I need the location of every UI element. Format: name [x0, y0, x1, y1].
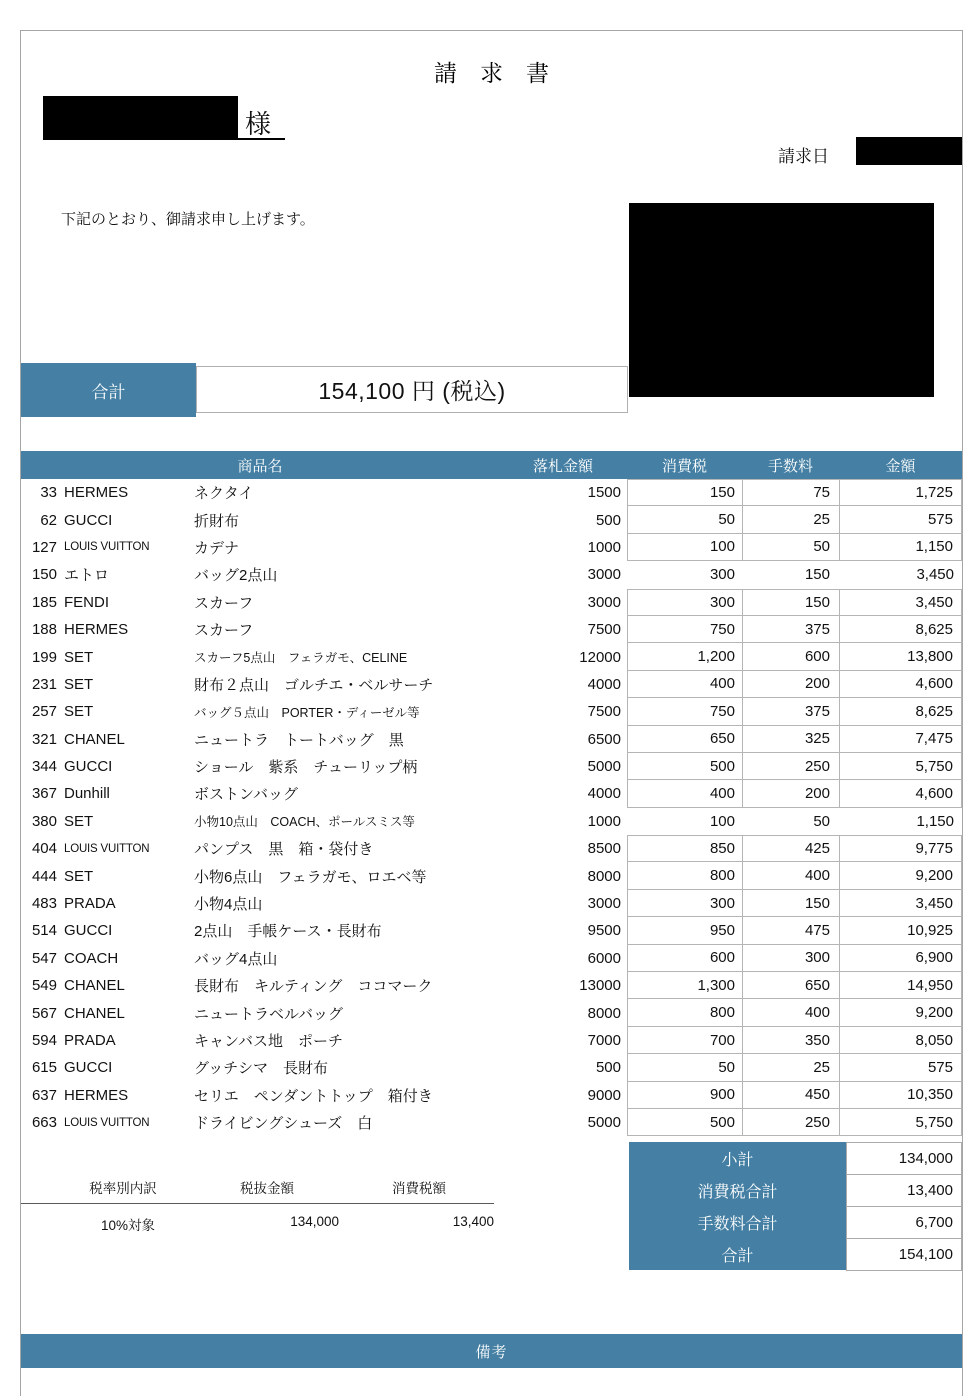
- redacted-billing-date: [856, 137, 962, 165]
- item-brand: CHANEL: [64, 730, 125, 748]
- item-brand: HERMES: [64, 621, 129, 639]
- item-name: ニュートラ トートバッグ 黒: [194, 731, 404, 749]
- item-row: [21, 780, 962, 807]
- item-no: 321: [31, 730, 57, 748]
- item-amount: 6,900: [839, 945, 962, 972]
- tax-col-header-rate: 税率別内訳: [89, 1181, 157, 1196]
- item-bid: 7500: [587, 621, 621, 639]
- billing-date-label: 請求日: [778, 147, 829, 166]
- item-tax: 500: [627, 753, 742, 780]
- item-bid: 1000: [587, 538, 621, 556]
- item-amount: 5,750: [839, 1109, 962, 1136]
- item-name: ネクタイ: [194, 485, 254, 503]
- item-fee: 425: [742, 835, 839, 862]
- item-fee: 450: [742, 1082, 839, 1109]
- items-table: [21, 451, 962, 1136]
- item-row: [21, 945, 962, 972]
- item-brand: GUCCI: [64, 758, 113, 776]
- item-amount: 575: [839, 506, 962, 533]
- item-brand: LOUIS VUITTON: [64, 842, 150, 855]
- item-brand: エトロ: [64, 567, 110, 585]
- item-fee: 400: [742, 862, 839, 889]
- item-amount: 8,050: [839, 1027, 962, 1054]
- summary-row: [629, 1238, 962, 1270]
- item-no: 231: [31, 675, 57, 693]
- item-bid: 13000: [579, 977, 621, 995]
- summary-label: 手数料合計: [629, 1206, 846, 1238]
- item-product-cell: [21, 506, 499, 533]
- item-brand: LOUIS VUITTON: [64, 1116, 150, 1129]
- item-no: 663: [31, 1114, 57, 1132]
- total-banner-label: 合計: [21, 363, 196, 417]
- item-bid: 3000: [587, 895, 621, 913]
- item-row: [21, 561, 962, 588]
- item-brand: Dunhill: [64, 785, 110, 803]
- item-fee: 250: [742, 753, 839, 780]
- item-name: 2点山 手帳ケース・長財布: [194, 923, 382, 941]
- item-name: ボストンバッグ: [194, 786, 298, 804]
- item-product-cell: [21, 862, 499, 889]
- col-header-product: 商品名: [237, 457, 283, 475]
- item-bid: 8000: [587, 1004, 621, 1022]
- item-row: [21, 862, 962, 889]
- item-no: 567: [31, 1004, 57, 1022]
- item-amount: 5,750: [839, 753, 962, 780]
- item-bid: 3000: [587, 593, 621, 611]
- item-row: [21, 671, 962, 698]
- item-row: [21, 534, 962, 561]
- item-row: [21, 589, 962, 616]
- item-tax: 900: [627, 1082, 742, 1109]
- item-bid: 5000: [587, 1114, 621, 1132]
- item-tax: 300: [627, 589, 742, 616]
- item-brand: LOUIS VUITTON: [64, 541, 150, 554]
- item-fee: 375: [742, 698, 839, 725]
- tax-amount-cell: 13,400: [452, 1214, 494, 1229]
- item-name: カデナ: [194, 539, 240, 557]
- item-row: [21, 643, 962, 670]
- item-fee: 325: [742, 726, 839, 753]
- item-name: バッグ５点山 PORTER・ディーゼル等: [194, 705, 420, 720]
- item-product-cell: [21, 808, 499, 835]
- redacted-sender-block: [629, 203, 934, 397]
- item-amount: 9,775: [839, 835, 962, 862]
- item-no: 404: [31, 840, 57, 858]
- item-bid: 4000: [587, 785, 621, 803]
- customer-name-row: [43, 96, 285, 140]
- summary-label: 合計: [629, 1238, 846, 1270]
- item-product-cell: [21, 561, 499, 588]
- item-amount: 8,625: [839, 616, 962, 643]
- item-product-cell: [21, 945, 499, 972]
- item-amount: 4,600: [839, 671, 962, 698]
- item-no: 547: [31, 949, 57, 967]
- item-product-cell: [21, 698, 499, 725]
- tax-col-header-base: 税抜金額: [240, 1181, 294, 1196]
- item-tax: 50: [627, 1054, 742, 1081]
- item-product-cell: [21, 780, 499, 807]
- item-fee: 200: [742, 780, 839, 807]
- item-tax: 1,200: [627, 643, 742, 670]
- item-fee: 600: [742, 643, 839, 670]
- item-product-cell: [21, 917, 499, 944]
- item-bid: 7500: [587, 703, 621, 721]
- item-amount: 3,450: [839, 890, 962, 917]
- item-no: 62: [40, 511, 57, 529]
- item-product-cell: [21, 972, 499, 999]
- item-bid: 3000: [587, 566, 621, 584]
- item-tax: 800: [627, 862, 742, 889]
- item-bid: 8500: [587, 840, 621, 858]
- tax-col-header-amount: 消費税額: [392, 1181, 446, 1196]
- col-header-tax: 消費税: [661, 457, 707, 475]
- item-name: スカーフ: [194, 594, 254, 612]
- item-tax: 800: [627, 999, 742, 1026]
- item-name: 小物10点山 COACH、ポールスミス等: [194, 815, 415, 830]
- item-no: 637: [31, 1086, 57, 1104]
- item-tax: 950: [627, 917, 742, 944]
- item-amount: 7,475: [839, 726, 962, 753]
- item-row: [21, 835, 962, 862]
- item-no: 150: [31, 566, 57, 584]
- item-row: [21, 890, 962, 917]
- tax-base-cell: 134,000: [290, 1214, 339, 1229]
- item-row: [21, 1082, 962, 1109]
- summary-value: 6,700: [846, 1206, 962, 1239]
- item-no: 33: [40, 484, 57, 502]
- item-product-cell: [21, 835, 499, 862]
- item-name: ショール 紫系 チューリップ柄: [194, 759, 418, 777]
- item-amount: 13,800: [839, 643, 962, 670]
- item-amount: 9,200: [839, 999, 962, 1026]
- item-name: パンプス 黒 箱・袋付き: [194, 841, 374, 859]
- summary-table: [629, 1142, 962, 1270]
- item-no: 185: [31, 593, 57, 611]
- item-row: [21, 506, 962, 533]
- item-amount: 1,725: [839, 479, 962, 506]
- item-product-cell: [21, 671, 499, 698]
- item-amount: 10,350: [839, 1082, 962, 1109]
- item-amount: 3,450: [916, 566, 954, 584]
- item-bid: 8000: [587, 867, 621, 885]
- item-no: 444: [31, 867, 57, 885]
- item-product-cell: [21, 589, 499, 616]
- item-tax: 50: [627, 506, 742, 533]
- item-row: [21, 698, 962, 725]
- remarks-bar: 備考: [21, 1334, 962, 1368]
- item-fee: 375: [742, 616, 839, 643]
- item-tax: 100: [709, 812, 735, 830]
- item-tax: 1,300: [627, 972, 742, 999]
- item-brand: PRADA: [64, 1032, 116, 1049]
- item-brand: GUCCI: [64, 1059, 113, 1077]
- item-name: バッグ2点山: [194, 567, 278, 585]
- item-amount: 1,150: [916, 812, 954, 830]
- item-fee: 250: [742, 1109, 839, 1136]
- item-product-cell: [21, 616, 499, 643]
- item-no: 514: [31, 922, 57, 940]
- item-bid: 9000: [587, 1086, 621, 1104]
- item-product-cell: [21, 643, 499, 670]
- item-product-cell: [21, 999, 499, 1026]
- item-tax: 700: [627, 1027, 742, 1054]
- item-fee: 200: [742, 671, 839, 698]
- item-name: ドライビングシューズ 白: [194, 1115, 373, 1133]
- summary-label: 小計: [629, 1142, 846, 1174]
- item-brand: CHANEL: [64, 977, 125, 995]
- item-no: 483: [31, 895, 57, 913]
- redacted-customer-name: [43, 96, 238, 138]
- item-no: 594: [31, 1032, 57, 1049]
- item-brand: SET: [64, 812, 94, 830]
- item-product-cell: [21, 479, 499, 506]
- item-row: [21, 1027, 962, 1054]
- tax-rate-cell: 10%対象: [100, 1218, 156, 1233]
- item-no: 344: [31, 758, 57, 776]
- item-fee: 25: [742, 1054, 839, 1081]
- item-no: 380: [31, 812, 57, 830]
- item-row: [21, 726, 962, 753]
- item-bid: 1000: [587, 812, 621, 830]
- greeting-text: 下記のとおり、御請求申し上げます。: [61, 211, 315, 228]
- item-fee: 75: [742, 479, 839, 506]
- item-bid: 6000: [587, 949, 621, 967]
- item-name: 財布２点山 ゴルチエ・ベルサーチ: [194, 676, 434, 694]
- item-product-cell: [21, 1109, 499, 1136]
- item-name: バッグ4点山: [194, 950, 278, 968]
- item-brand: HERMES: [64, 1086, 129, 1104]
- item-bid: 1500: [587, 484, 621, 502]
- item-row: [21, 1109, 962, 1136]
- item-fee: 650: [742, 972, 839, 999]
- item-product-cell: [21, 534, 499, 561]
- item-product-cell: [21, 726, 499, 753]
- item-fee: 300: [742, 945, 839, 972]
- item-name: セリエ ペンダントトップ 箱付き: [194, 1087, 433, 1105]
- item-bid: 500: [595, 1059, 621, 1077]
- summary-value: 154,100: [846, 1238, 962, 1271]
- item-amount: 575: [839, 1054, 962, 1081]
- item-name: 折財布: [194, 512, 240, 530]
- item-bid: 4000: [587, 675, 621, 693]
- summary-label: 消費税合計: [629, 1174, 846, 1206]
- item-brand: PRADA: [64, 895, 116, 913]
- item-no: 367: [31, 785, 57, 803]
- item-tax: 300: [627, 890, 742, 917]
- item-tax: 150: [627, 479, 742, 506]
- item-no: 188: [31, 621, 57, 639]
- tax-header-divider: [21, 1203, 494, 1204]
- summary-row: [629, 1142, 962, 1174]
- item-amount: 3,450: [839, 589, 962, 616]
- items-table-header: [21, 451, 962, 479]
- item-product-cell: [21, 890, 499, 917]
- page-title: 請 求 書: [434, 60, 549, 86]
- item-product-cell: [21, 1082, 499, 1109]
- item-brand: SET: [64, 867, 94, 885]
- col-header-fee: 手数料: [767, 457, 813, 475]
- item-brand: SET: [64, 648, 94, 666]
- item-brand: FENDI: [64, 593, 109, 611]
- item-name: 長財布 キルティング ココマーク: [194, 978, 433, 996]
- col-header-bid-amount: 落札金額: [532, 457, 593, 475]
- item-name: キャンバス地 ポーチ: [194, 1033, 343, 1050]
- item-tax: 650: [627, 726, 742, 753]
- summary-value: 13,400: [846, 1174, 962, 1207]
- item-brand: GUCCI: [64, 922, 113, 940]
- item-no: 257: [31, 703, 57, 721]
- item-bid: 7000: [587, 1032, 621, 1049]
- item-row: [21, 972, 962, 999]
- col-header-amount: 金額: [885, 457, 916, 475]
- item-brand: GUCCI: [64, 511, 113, 529]
- item-name: グッチシマ 長財布: [194, 1060, 328, 1078]
- item-product-cell: [21, 1027, 499, 1054]
- item-fee: 475: [742, 917, 839, 944]
- item-product-cell: [21, 753, 499, 780]
- item-fee: 150: [804, 566, 830, 584]
- item-amount: 8,625: [839, 698, 962, 725]
- invoice-page: [20, 30, 963, 1396]
- item-name: 小物4点山: [194, 896, 263, 914]
- item-brand: COACH: [64, 949, 119, 967]
- item-tax: 400: [627, 780, 742, 807]
- items-table-body: [21, 479, 962, 1136]
- item-tax: 500: [627, 1109, 742, 1136]
- summary-row: [629, 1174, 962, 1206]
- item-tax: 750: [627, 698, 742, 725]
- item-fee: 25: [742, 506, 839, 533]
- item-brand: SET: [64, 703, 94, 721]
- item-name: 小物6点山 フェラガモ、ロエベ等: [194, 868, 427, 886]
- item-bid: 12000: [579, 648, 621, 666]
- item-name: スカーフ: [194, 622, 254, 640]
- item-amount: 9,200: [839, 862, 962, 889]
- item-no: 199: [31, 648, 57, 666]
- item-tax: 100: [627, 534, 742, 561]
- item-tax: 600: [627, 945, 742, 972]
- item-amount: 4,600: [839, 780, 962, 807]
- item-row: [21, 616, 962, 643]
- item-row: [21, 479, 962, 506]
- item-row: [21, 917, 962, 944]
- item-brand: HERMES: [64, 484, 129, 502]
- item-amount: 1,150: [839, 534, 962, 561]
- item-name: スカーフ5点山 フェラガモ、CELINE: [194, 651, 408, 666]
- item-row: [21, 1054, 962, 1081]
- item-tax: 750: [627, 616, 742, 643]
- item-fee: 350: [742, 1027, 839, 1054]
- item-fee: 50: [813, 812, 830, 830]
- item-bid: 500: [595, 511, 621, 529]
- item-product-cell: [21, 1054, 499, 1081]
- customer-honorific: 様: [245, 108, 272, 139]
- item-no: 127: [31, 538, 57, 556]
- item-amount: 14,950: [839, 972, 962, 999]
- summary-value: 134,000: [846, 1142, 962, 1175]
- item-tax: 300: [709, 566, 735, 584]
- item-tax: 400: [627, 671, 742, 698]
- item-bid: 5000: [587, 758, 621, 776]
- item-fee: 150: [742, 589, 839, 616]
- item-bid: 6500: [587, 730, 621, 748]
- item-name: ニュートラベルバッグ: [194, 1005, 343, 1023]
- item-row: [21, 999, 962, 1026]
- item-row: [21, 753, 962, 780]
- item-fee: 50: [742, 534, 839, 561]
- item-fee: 150: [742, 890, 839, 917]
- item-row: [21, 808, 962, 835]
- summary-row: [629, 1206, 962, 1238]
- item-fee: 400: [742, 999, 839, 1026]
- item-brand: CHANEL: [64, 1004, 125, 1022]
- item-bid: 9500: [587, 922, 621, 940]
- item-no: 615: [31, 1059, 57, 1077]
- item-amount: 10,925: [839, 917, 962, 944]
- total-banner-amount: 154,100 円 (税込): [196, 366, 628, 413]
- item-no: 549: [31, 977, 57, 995]
- item-brand: SET: [64, 675, 94, 693]
- item-tax: 850: [627, 835, 742, 862]
